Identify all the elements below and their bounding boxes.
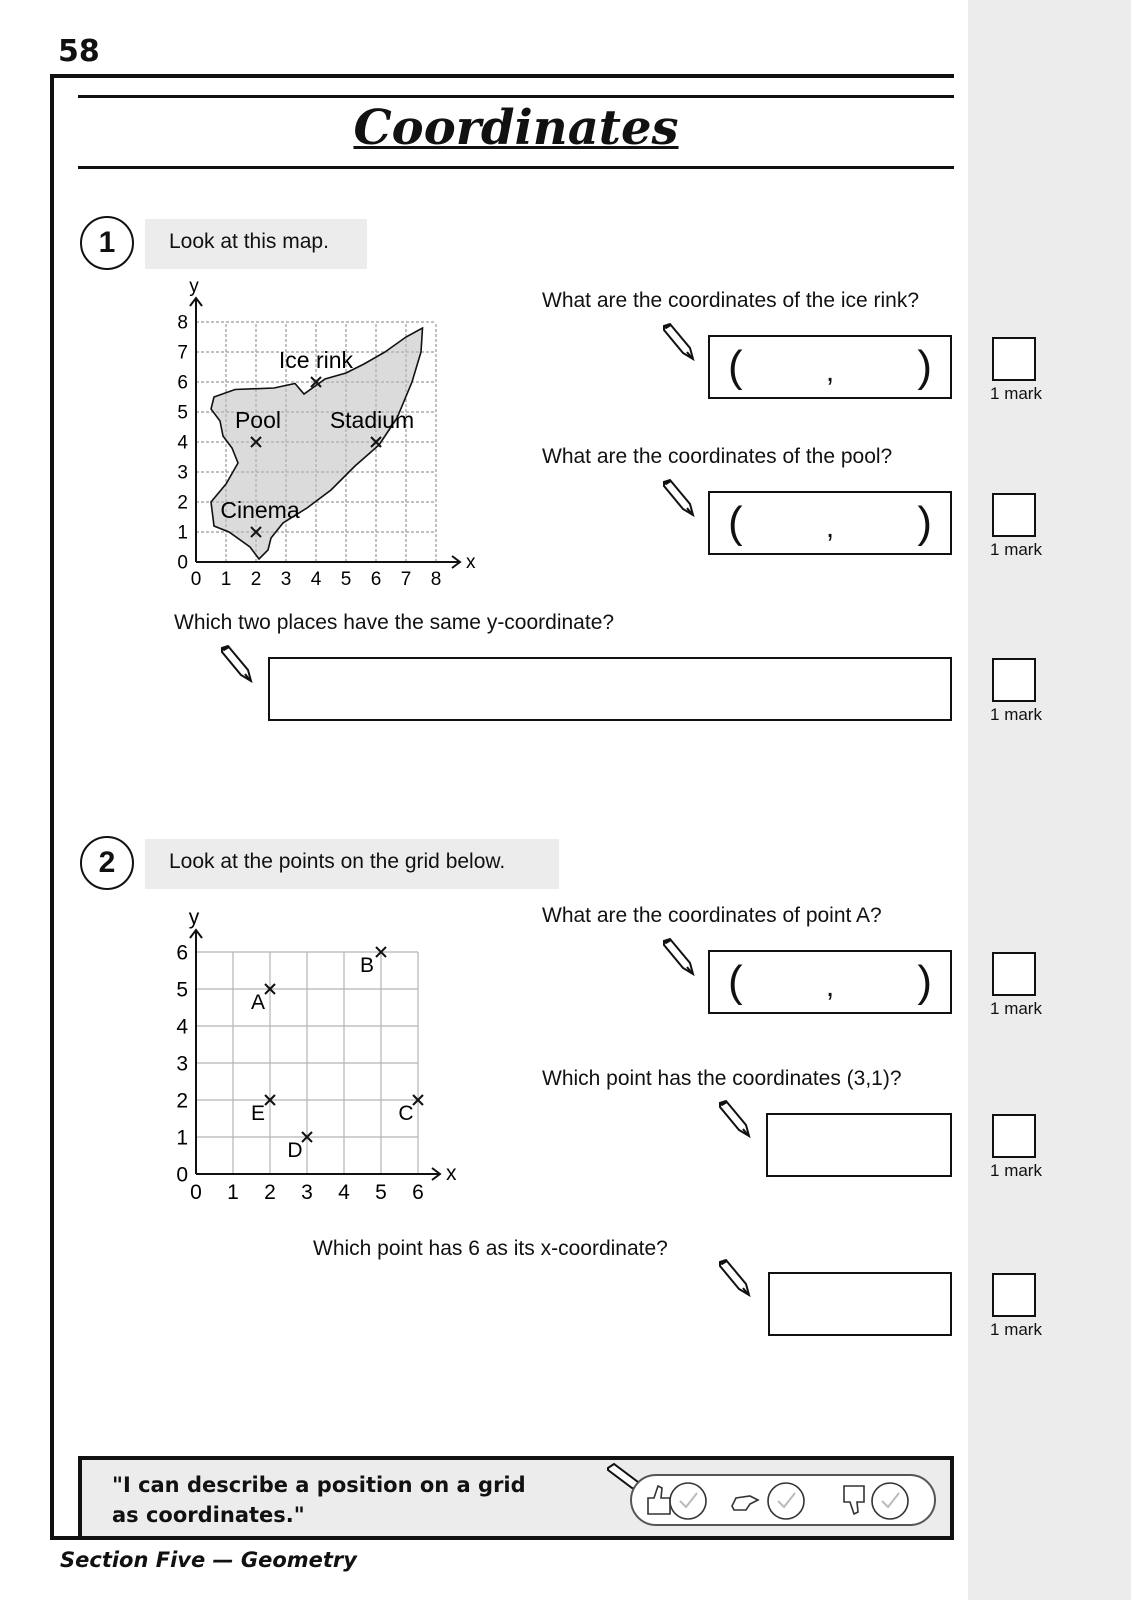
thumbs-down-icon[interactable] — [844, 1483, 908, 1519]
statement-line-2: as coordinates." — [112, 1503, 305, 1527]
q2c-mark-label: 1 mark — [990, 1320, 1042, 1339]
point-label: Cinema — [220, 497, 300, 523]
x-tick-label: 4 — [338, 1181, 350, 1204]
q1a-text: What are the coordinates of the ice rink? — [542, 289, 920, 312]
x-tick-label: 3 — [301, 1181, 313, 1204]
x-tick-label: 2 — [250, 569, 262, 590]
open-paren: ( — [728, 498, 743, 547]
points-grid-chart — [160, 898, 480, 1214]
x-tick-label: 6 — [412, 1181, 424, 1204]
q1b-mark-box[interactable] — [992, 493, 1036, 537]
q2a-mark-label: 1 mark — [990, 999, 1042, 1018]
open-paren: ( — [728, 342, 743, 391]
q2b-mark-box[interactable] — [992, 1114, 1036, 1158]
close-paren: ) — [917, 342, 932, 391]
pencil-icon — [660, 322, 696, 362]
point-label: A — [250, 991, 266, 1014]
point-label: C — [398, 1102, 414, 1125]
y-tick-label: 2 — [176, 1089, 188, 1113]
point-label: Pool — [234, 407, 282, 433]
q2a-text: What are the coordinates of point A? — [542, 904, 882, 927]
close-paren: ) — [917, 957, 932, 1006]
comma: , — [825, 970, 835, 1003]
frame-left-border — [50, 74, 54, 1540]
pencil-icon — [716, 1099, 752, 1139]
y-tick-label: 7 — [177, 342, 188, 364]
pencil-icon — [660, 478, 696, 518]
y-tick-label: 8 — [177, 312, 188, 334]
x-tick-label: 7 — [400, 569, 412, 590]
x-tick-label: 6 — [370, 569, 382, 590]
page-title: Coordinates — [353, 100, 679, 156]
point-label: Ice rink — [278, 347, 354, 373]
question-1-number: 1 — [80, 216, 134, 270]
q2c-text: Which point has 6 as its x-coordinate? — [313, 1237, 668, 1260]
title-top-rule — [78, 95, 954, 98]
x-axis-label: x — [466, 552, 476, 573]
y-tick-label: 3 — [177, 462, 188, 484]
q1b-mark-label: 1 mark — [990, 540, 1042, 559]
q2a-mark-box[interactable] — [992, 952, 1036, 996]
question-2-number: 2 — [80, 836, 134, 890]
rating-selector — [630, 1474, 936, 1526]
x-tick-label: 5 — [375, 1181, 387, 1204]
y-axis-label: y — [188, 906, 200, 929]
pencil-icon — [716, 1258, 752, 1298]
comma: , — [825, 511, 835, 544]
x-tick-label: 4 — [310, 569, 322, 590]
y-tick-label: 6 — [176, 941, 188, 965]
q2c-answer-box[interactable] — [768, 1272, 952, 1336]
point-label: D — [287, 1139, 303, 1162]
q1c-mark-box[interactable] — [992, 658, 1036, 702]
q2b-mark-label: 1 mark — [990, 1161, 1042, 1180]
q2b-answer-box[interactable] — [766, 1113, 952, 1177]
q1c-answer-box[interactable] — [268, 657, 952, 721]
section-footer: Section Five — Geometry — [60, 1548, 357, 1572]
statement-line-1: "I can describe a position on a grid — [112, 1473, 526, 1497]
map-chart — [160, 280, 490, 600]
x-axis-label: x — [446, 1162, 457, 1185]
y-tick-label: 2 — [177, 492, 188, 514]
q1b-answer-box[interactable] — [708, 491, 952, 555]
q2b-text: Which point has the coordinates (3,1)? — [542, 1067, 902, 1090]
point-label: Stadium — [329, 407, 415, 433]
x-tick-label: 2 — [264, 1181, 276, 1204]
q1b-text: What are the coordinates of the pool? — [542, 445, 893, 468]
pencil-icon — [660, 937, 696, 977]
point-label: E — [250, 1102, 266, 1125]
y-tick-label: 0 — [176, 1163, 188, 1187]
y-tick-label: 1 — [176, 1126, 188, 1150]
y-tick-label: 3 — [176, 1052, 188, 1076]
question-2-prompt: Look at the points on the grid below. — [145, 839, 559, 889]
thumbs-sideways-icon[interactable] — [732, 1483, 804, 1519]
y-tick-label: 4 — [176, 1015, 188, 1039]
q1c-text: Which two places have the same y-coordinate? — [174, 611, 615, 634]
close-paren: ) — [917, 498, 932, 547]
x-tick-label: 5 — [340, 569, 352, 590]
page-number: 58 — [58, 34, 100, 69]
x-tick-label: 1 — [227, 1181, 239, 1204]
point-label: B — [359, 954, 375, 977]
y-tick-label: 5 — [177, 402, 188, 424]
title-bottom-rule — [78, 166, 954, 169]
y-tick-label: 0 — [177, 552, 188, 574]
q1a-answer-box[interactable] — [708, 335, 952, 399]
comma: , — [825, 355, 835, 388]
pencil-icon — [218, 644, 254, 684]
q1c-mark-label: 1 mark — [990, 705, 1042, 724]
y-tick-label: 5 — [176, 978, 188, 1002]
x-tick-label: 8 — [430, 569, 442, 590]
frame-top-border — [50, 74, 954, 78]
question-1-prompt: Look at this map. — [145, 219, 367, 269]
x-tick-label: 1 — [220, 569, 232, 590]
q1a-mark-box[interactable] — [992, 337, 1036, 381]
marking-margin — [968, 0, 1131, 1600]
y-axis-label: y — [189, 280, 199, 297]
y-tick-label: 4 — [177, 432, 188, 454]
q1a-mark-label: 1 mark — [990, 384, 1042, 403]
thumbs-up-icon[interactable] — [648, 1483, 706, 1519]
self-assessment-statement — [112, 1470, 532, 1530]
q2a-answer-box[interactable] — [708, 950, 952, 1014]
y-tick-label: 1 — [177, 522, 188, 544]
open-paren: ( — [728, 957, 743, 1006]
x-tick-label: 0 — [190, 1181, 202, 1204]
y-tick-label: 6 — [177, 372, 188, 394]
x-tick-label: 3 — [280, 569, 292, 590]
q2c-mark-box[interactable] — [992, 1273, 1036, 1317]
x-tick-label: 0 — [190, 569, 202, 590]
